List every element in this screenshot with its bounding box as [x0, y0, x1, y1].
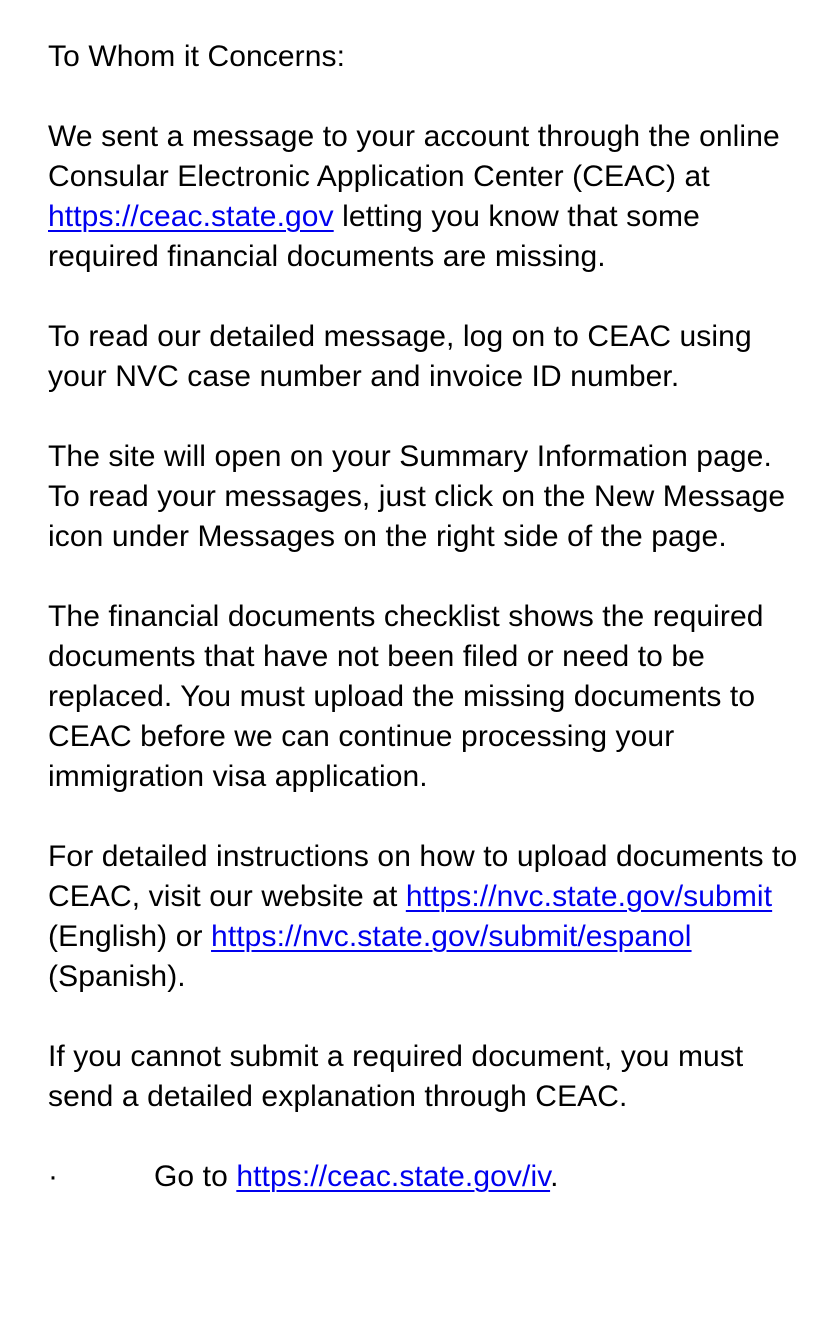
greeting: To Whom it Concerns: [48, 40, 346, 73]
bullet-item [48, 1157, 808, 1197]
paragraph-text: (English) or [48, 920, 212, 953]
paragraph-summary-page: The site will open on your Summary Information page. To read your messages, just click on the New Message icon under Messages on the right side of the page. [48, 440, 786, 553]
bullet-symbol: · [48, 1160, 59, 1193]
paragraph-text: We sent a message to your account through the online Consular Electronic Application Center (CEAC) at [48, 120, 780, 193]
paragraph-ceac-message [48, 117, 808, 277]
email-body [48, 37, 808, 1197]
nvc-submit-link[interactable]: https://nvc.state.gov/submit [405, 880, 773, 913]
paragraph-text: For detailed instructions on how to upload documents to CEAC, visit our website at [48, 840, 798, 913]
paragraph-text: (Spanish). [48, 960, 186, 993]
ceac-link[interactable]: https://ceac.state.gov [48, 200, 334, 233]
nvc-submit-espanol-link[interactable]: https://nvc.state.gov/submit/espanol [211, 920, 692, 953]
paragraph-text: letting you know that some required financial documents are missing. [48, 200, 700, 273]
paragraph-log-on: To read our detailed message, log on to CEAC using your NVC case number and invoice ID number. [48, 320, 752, 393]
paragraph-explanation: If you cannot submit a required document, you must send a detailed explanation through CEAC. [48, 1040, 744, 1113]
paragraph-instructions [48, 837, 808, 997]
paragraph-checklist: The financial documents checklist shows the required documents that have not been filed or need to be replaced. You must upload the missing documents to CEAC before we can continue processing your immigration visa application. [48, 600, 764, 793]
bullet-text: Go to [154, 1160, 237, 1193]
bullet-text-end: . [550, 1160, 559, 1193]
ceac-iv-link[interactable]: https://ceac.state.gov/iv [236, 1160, 551, 1193]
